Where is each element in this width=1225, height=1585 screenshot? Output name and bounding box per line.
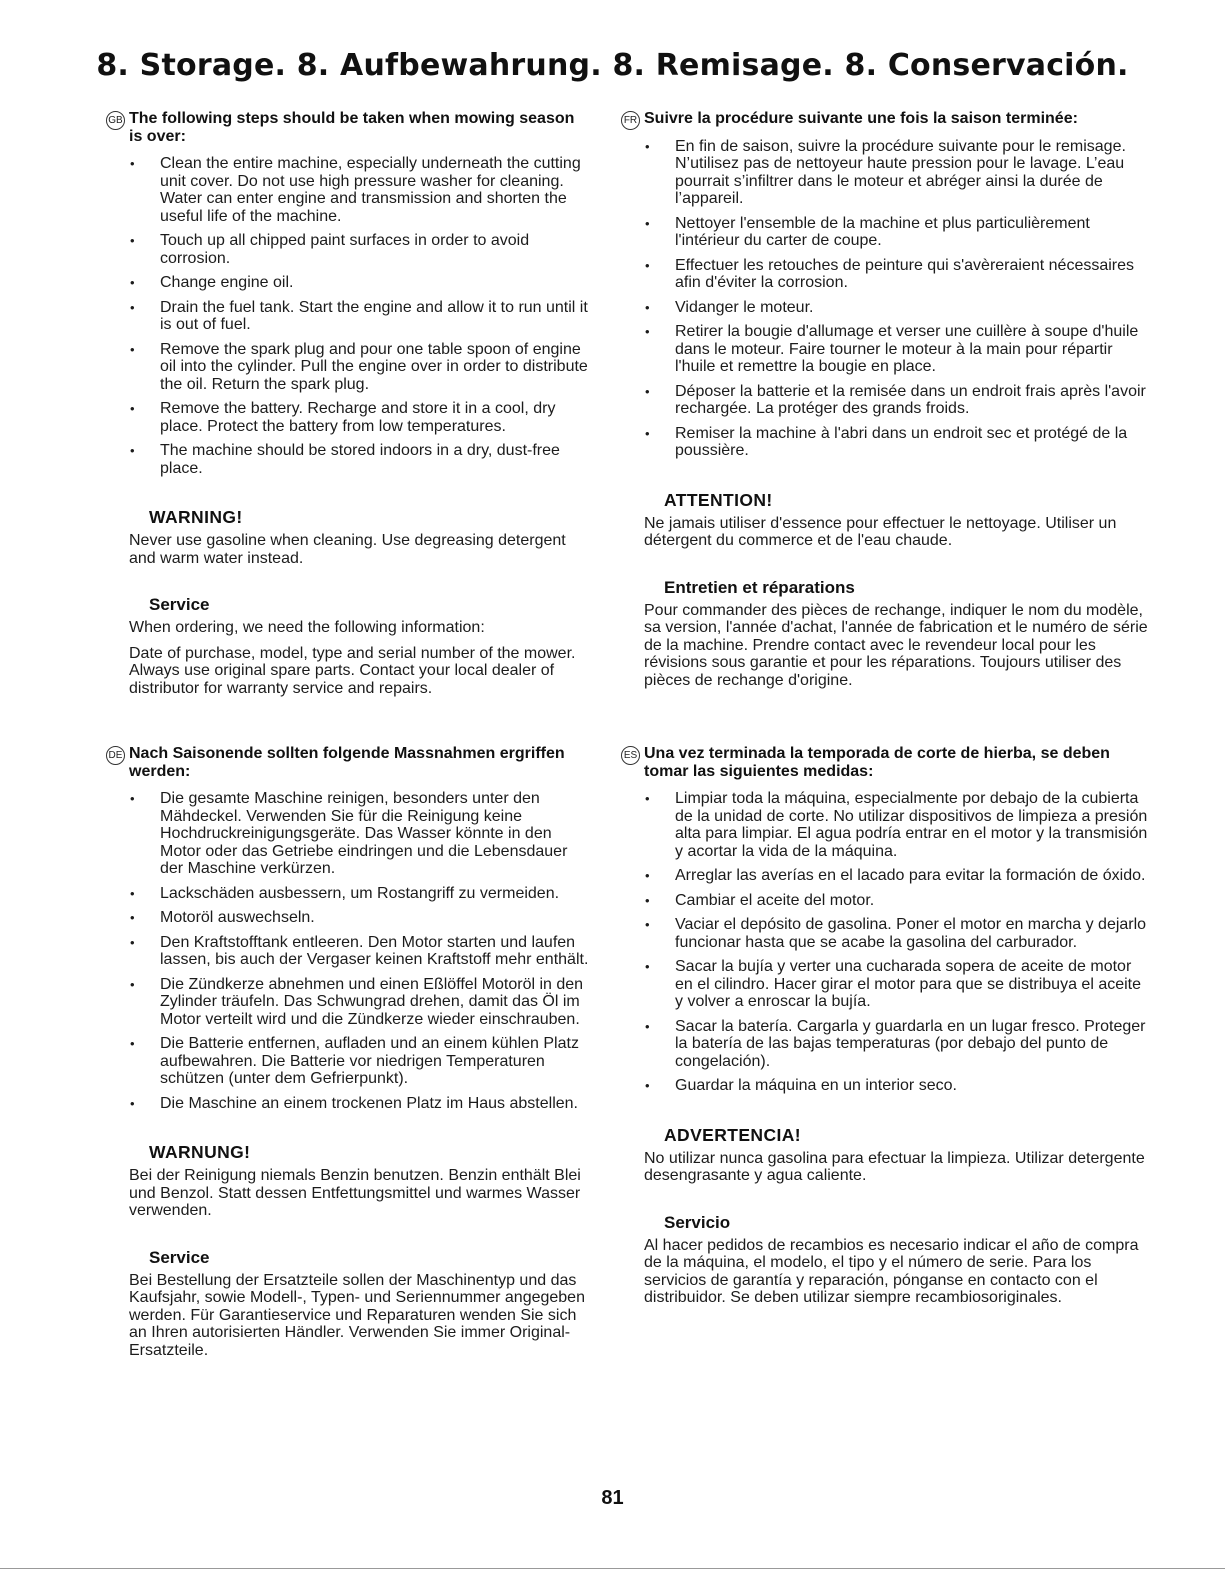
- list-item: • Cambiar el aceite del motor.: [644, 892, 1151, 910]
- intro-text: Nach Saisonende sollten folgende Massnahmen ergriffen werden:: [129, 745, 565, 780]
- service-paragraph: When ordering, we need the following information:: [129, 619, 485, 636]
- service-text: [644, 1237, 1151, 1307]
- list-item: • Déposer la batterie et la remisée dans un endroit frais après l'avoir rechargée. La protéger des grands froids.: [644, 383, 1151, 418]
- left-column: [106, 110, 592, 1367]
- section-de: [106, 745, 592, 1359]
- list-item: • Die Zündkerze abnehmen und einen Eßlöffel Motoröl in den Zylinder träufeln. Das Schwungrad drehen, damit das Öl im Motor verteilt wird und die Zündkerze wieder einschrauben.: [129, 976, 592, 1029]
- intro-text: Suivre la procédure suivante une fois la saison terminée:: [644, 110, 1078, 127]
- service-title: Entretien et réparations: [664, 577, 855, 597]
- list-item: • Den Kraftstofftank entleeren. Den Motor starten und laufen lassen, bis auch der Vergaser keinen Kraftstoff mehr enthält.: [129, 934, 592, 969]
- list-item: • The machine should be stored indoors in a dry, dust-free place.: [129, 442, 592, 477]
- section-gb: [106, 110, 592, 697]
- service-text: [644, 602, 1151, 690]
- list-item: • Die Maschine an einem trockenen Platz im Haus abstellen.: [129, 1095, 592, 1113]
- warning-title: WARNUNG!: [149, 1142, 251, 1162]
- list-item: • Vaciar el depósito de gasolina. Poner el motor en marcha y dejarlo funcionar hasta que se acabe la gasolina del carburador.: [644, 916, 1151, 951]
- service-paragraph: Date of purchase, model, type and serial number of the mower. Always use original spare parts. Contact your local dealer of distributor for warranty service and repairs.: [129, 644, 576, 697]
- page-number: 81: [601, 1487, 624, 1509]
- warning-title: ADVERTENCIA!: [664, 1124, 802, 1145]
- intro-text: The following steps should be taken when mowing season is over:: [129, 110, 575, 145]
- list-item: • Drain the fuel tank. Start the engine and allow it to run until it is out of fuel.: [129, 299, 592, 334]
- list-item: • Motoröl auswechseln.: [129, 909, 592, 927]
- intro-text: Una vez terminada la temporada de corte de hierba, se deben tomar las siguientes medidas:: [644, 745, 1110, 780]
- list-item: • En fin de saison, suivre la procédure suivante pour le remisage. N’utilisez pas de nettoyeur haute pression pour le lavage. L’eau pourrait s’infiltrer dans le moteur et abréger ainsi la durée de l’appareil.: [644, 138, 1151, 208]
- service-text: [129, 619, 592, 697]
- language-badge-gb: GB: [106, 111, 125, 130]
- language-badge-es: ES: [621, 746, 640, 765]
- list-item: • Change engine oil.: [129, 274, 592, 292]
- right-column: [621, 110, 1151, 1315]
- service-paragraph: Pour commander des pièces de rechange, indiquer le nom du modèle, sa version, l'année d'achat, l'année de fabrication et le numéro de série de la machine. Prendre contact avec le revendeur local pour les révisions sous garantie et pour les réparations. Toujours utiliser des pièces de rechange d'origine.: [644, 601, 1148, 689]
- steps-list: [129, 790, 592, 1112]
- list-item: • Effectuer les retouches de peinture qui s'avèreraient nécessaires afin d'éviter la corrosion.: [644, 257, 1151, 292]
- list-item: • Clean the entire machine, especially underneath the cutting unit cover. Do not use high pressure washer for cleaning. Water can enter engine and transmission and shorten the useful life of the machine.: [129, 155, 592, 225]
- service-paragraph: Al hacer pedidos de recambios es necesario indicar el año de compra de la máquina, el modelo, el tipo y el número de serie. Para los servicios de garantía y reparación, pónganse en contacto con el distribuidor. Se deben utilizar siempre recambiosoriginales.: [644, 1236, 1139, 1306]
- list-item: • Vidanger le moteur.: [644, 299, 1151, 317]
- service-title: Service: [149, 1247, 210, 1267]
- list-item: • Sacar la bujía y verter una cucharada sopera de aceite de motor en el cilindro. Hacer girar el motor para que se distribuya el aceite y volver a enroscar la bujía.: [644, 958, 1151, 1011]
- warning-text: Bei der Reinigung niemals Benzin benutzen. Benzin enthält Blei und Benzol. Statt dessen Entfettungsmittel und warmes Wasser verwenden.: [129, 1167, 581, 1219]
- list-item: • Retirer la bougie d'allumage et verser une cuillère à soupe d'huile dans le moteur. Faire tourner le moteur à la main pour répartir l'huile et remettre la bougie en place.: [644, 323, 1151, 376]
- steps-list: [644, 138, 1151, 460]
- section-fr: [621, 110, 1151, 689]
- section-es: [621, 745, 1151, 1307]
- list-item: • Remove the battery. Recharge and store it in a cool, dry place. Protect the battery from low temperatures.: [129, 400, 592, 435]
- warning-title: WARNING!: [149, 507, 243, 527]
- warning-title: ATTENTION!: [664, 489, 773, 510]
- bottom-divider: [0, 1568, 1225, 1569]
- list-item: • Remiser la machine à l'abri dans un endroit sec et protégé de la poussière.: [644, 425, 1151, 460]
- list-item: • Lackschäden ausbessern, um Rostangriff zu vermeiden.: [129, 885, 592, 903]
- steps-list: [129, 155, 592, 477]
- page-title: 8. Storage. 8. Aufbewahrung. 8. Remisage. 8. Conservación.: [96, 48, 1129, 83]
- list-item: • Die gesamte Maschine reinigen, besonders unter den Mähdeckel. Verwenden Sie für die Reinigung keine Hochdruckreinigungsgeräte. Das Wasser könnte in den Motor oder das Getriebe eindringen und die Lebensdauer der Maschine verkürzen.: [129, 790, 592, 878]
- warning-text: Never use gasoline when cleaning. Use degreasing detergent and warm water instead.: [129, 532, 566, 567]
- language-badge-de: DE: [106, 746, 125, 765]
- warning-text: Ne jamais utiliser d'essence pour effectuer le nettoyage. Utiliser un détergent du commerce et de l'eau chaude.: [644, 514, 1117, 549]
- list-item: • Remove the spark plug and pour one table spoon of engine oil into the cylinder. Pull the engine over in order to distribute the oil. Return the spark plug.: [129, 341, 592, 394]
- list-item: • Die Batterie entfernen, aufladen und an einem kühlen Platz aufbewahren. Die Batterie vor niedrigen Temperaturen schützen (unter dem Gefrierpunkt).: [129, 1035, 592, 1088]
- warning-text: No utilizar nunca gasolina para efectuar la limpieza. Utilizar detergente desengrasante y agua caliente.: [644, 1149, 1145, 1184]
- list-item: • Touch up all chipped paint surfaces in order to avoid corrosion.: [129, 232, 592, 267]
- service-text: [129, 1272, 592, 1360]
- list-item: • Limpiar toda la máquina, especialmente por debajo de la cubierta de la unidad de corte. No utilizar dispositivos de limpieza a presión alta para limpiar. El agua podría entrar en el motor y la transmisión y acortar la vida de la máquina.: [644, 790, 1151, 860]
- list-item: • Arreglar las averías en el lacado para evitar la formación de óxido.: [644, 867, 1151, 885]
- list-item: • Sacar la batería. Cargarla y guardarla en un lugar fresco. Proteger la batería de las bajas temperaturas (por debajo del punto de congelación).: [644, 1018, 1151, 1071]
- language-badge-fr: FR: [621, 111, 640, 130]
- service-paragraph: Bei Bestellung der Ersatzteile sollen der Maschinentyp und das Kaufsjahr, sowie Modell-, Typen- und Seriennummer angegeben werden. Für Garantieservice und Reparaturen wenden Sie sich an Ihren autorisierten Händler. Verwenden Sie immer Original-Ersatzteile.: [129, 1271, 585, 1359]
- list-item: • Nettoyer l'ensemble de la machine et plus particulièrement l'intérieur du carter de coupe.: [644, 215, 1151, 250]
- service-title: Servicio: [664, 1212, 731, 1232]
- steps-list: [644, 790, 1151, 1095]
- service-title: Service: [149, 595, 210, 614]
- list-item: • Guardar la máquina en un interior seco.: [644, 1077, 1151, 1095]
